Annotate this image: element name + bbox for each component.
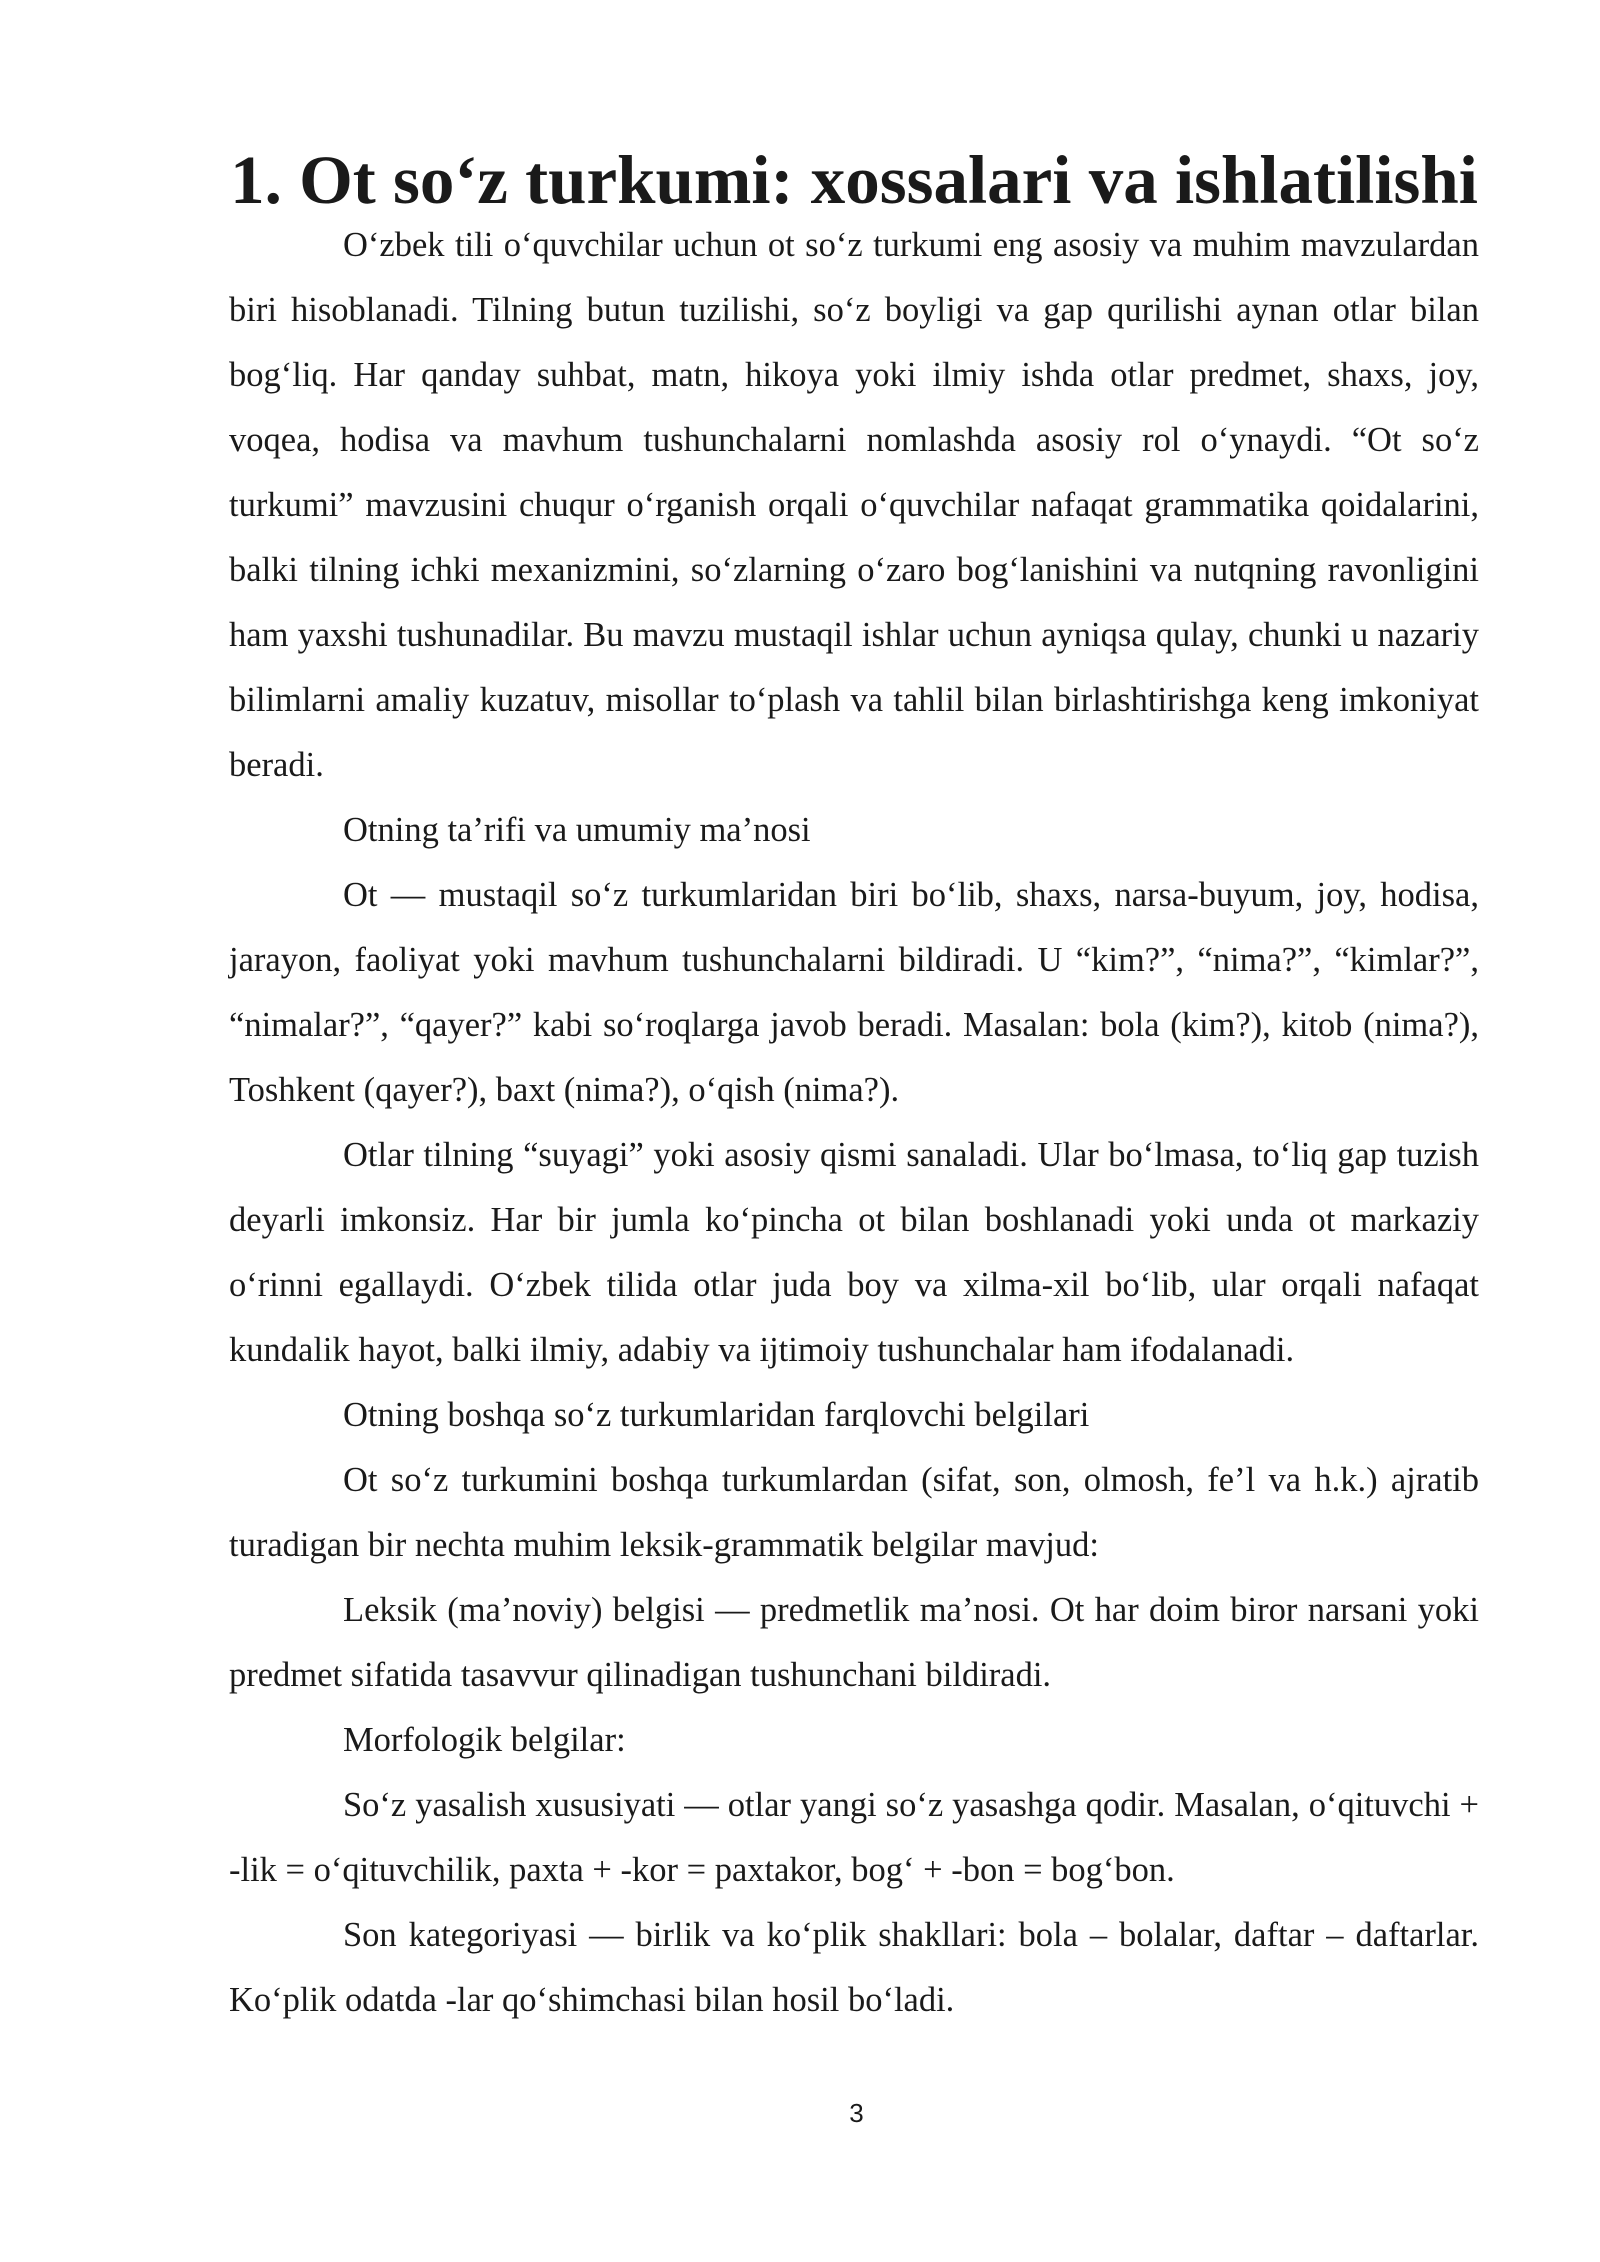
section-title: 1. Ot so‘z turkumi: xossalari va ishlatilishi — [230, 142, 1478, 218]
definition-paragraph: Ot — mustaqil so‘z turkumlaridan biri bo‘lib, shaxs, narsa-buyum, joy, hodisa, jarayon, faoliyat yoki mavhum tushunchalarni bildiradi. U “kim?”, “nima?”, “kimlar?”, “nimalar?”, “qayer?” kabi so‘roqlarga javob beradi. Masalan: bola (kim?), kitob (nima?), Toshkent (qayer?), baxt (nima?), o‘qish (nima?). — [229, 876, 1479, 1109]
number-category-paragraph: Son kategoriyasi — birlik va ko‘plik shakllari: bola – bolalar, daftar – daftarlar. Ko‘plik odatda -lar qo‘shimchasi bilan hosil bo‘ladi. — [229, 1916, 1479, 2019]
importance-paragraph: Otlar tilning “suyagi” yoki asosiy qismi sanaladi. Ular bo‘lmasa, to‘liq gap tuzish deyarli imkonsiz. Har bir jumla ko‘pincha ot bilan boshlanadi yoki unda ot markaziy o‘rinni egallaydi. O‘zbek tilida otlar juda boy va xilma-xil bo‘lib, ular orqali nafaqat kundalik hayot, balki ilmiy, adabiy va ijtimoiy tushunchalar ham ifodalanadi. — [229, 1136, 1479, 1369]
features-subheading: Otning boshqa so‘z turkumlaridan farqlovchi belgilari — [343, 1396, 1090, 1434]
page-content — [229, 142, 1479, 2033]
intro-paragraph: O‘zbek tili o‘quvchilar uchun ot so‘z turkumi eng asosiy va muhim mavzulardan biri hisoblanadi. Tilning butun tuzilishi, so‘z boyligi va gap qurilishi aynan otlar bilan bog‘liq. Har qanday suhbat, matn, hikoya yoki ilmiy ishda otlar predmet, shaxs, joy, voqea, hodisa va mavhum tushunchalarni nomlashda asosiy rol o‘ynaydi. “Ot so‘z turkumi” mavzusini chuqur o‘rganish orqali o‘quvchilar nafaqat grammatika qoidalarini, balki tilning ichki mexanizmini, so‘zlarning o‘zaro bog‘lanishini va nutqning ravonligini ham yaxshi tushunadilar. Bu mavzu mustaqil ishlar uchun ayniqsa qulay, chunki u nazariy bilimlarni amaliy kuzatuv, misollar to‘plash va tahlil bilan birlashtirishga keng imkoniyat beradi. — [229, 226, 1479, 784]
page-number: 3 — [849, 2098, 864, 2128]
features-intro-paragraph: Ot so‘z turkumini boshqa turkumlardan (sifat, son, olmosh, fe’l va h.k.) ajratib turadigan bir nechta muhim leksik-grammatik belgilar mavjud: — [229, 1461, 1479, 1564]
definition-subheading: Otning ta’rifi va umumiy ma’nosi — [343, 811, 811, 849]
morphological-subheading: Morfologik belgilar: — [343, 1721, 626, 1759]
word-formation-paragraph: So‘z yasalish xususiyati — otlar yangi so‘z yasashga qodir. Masalan, o‘qituvchi + -lik = o‘qituvchilik, paxta + -kor = paxtakor, bog‘ + -bon = bog‘bon. — [229, 1786, 1479, 1889]
lexical-feature-paragraph: Leksik (ma’noviy) belgisi — predmetlik ma’nosi. Ot har doim biror narsani yoki predmet sifatida tasavvur qilinadigan tushunchani bildiradi. — [229, 1591, 1479, 1694]
